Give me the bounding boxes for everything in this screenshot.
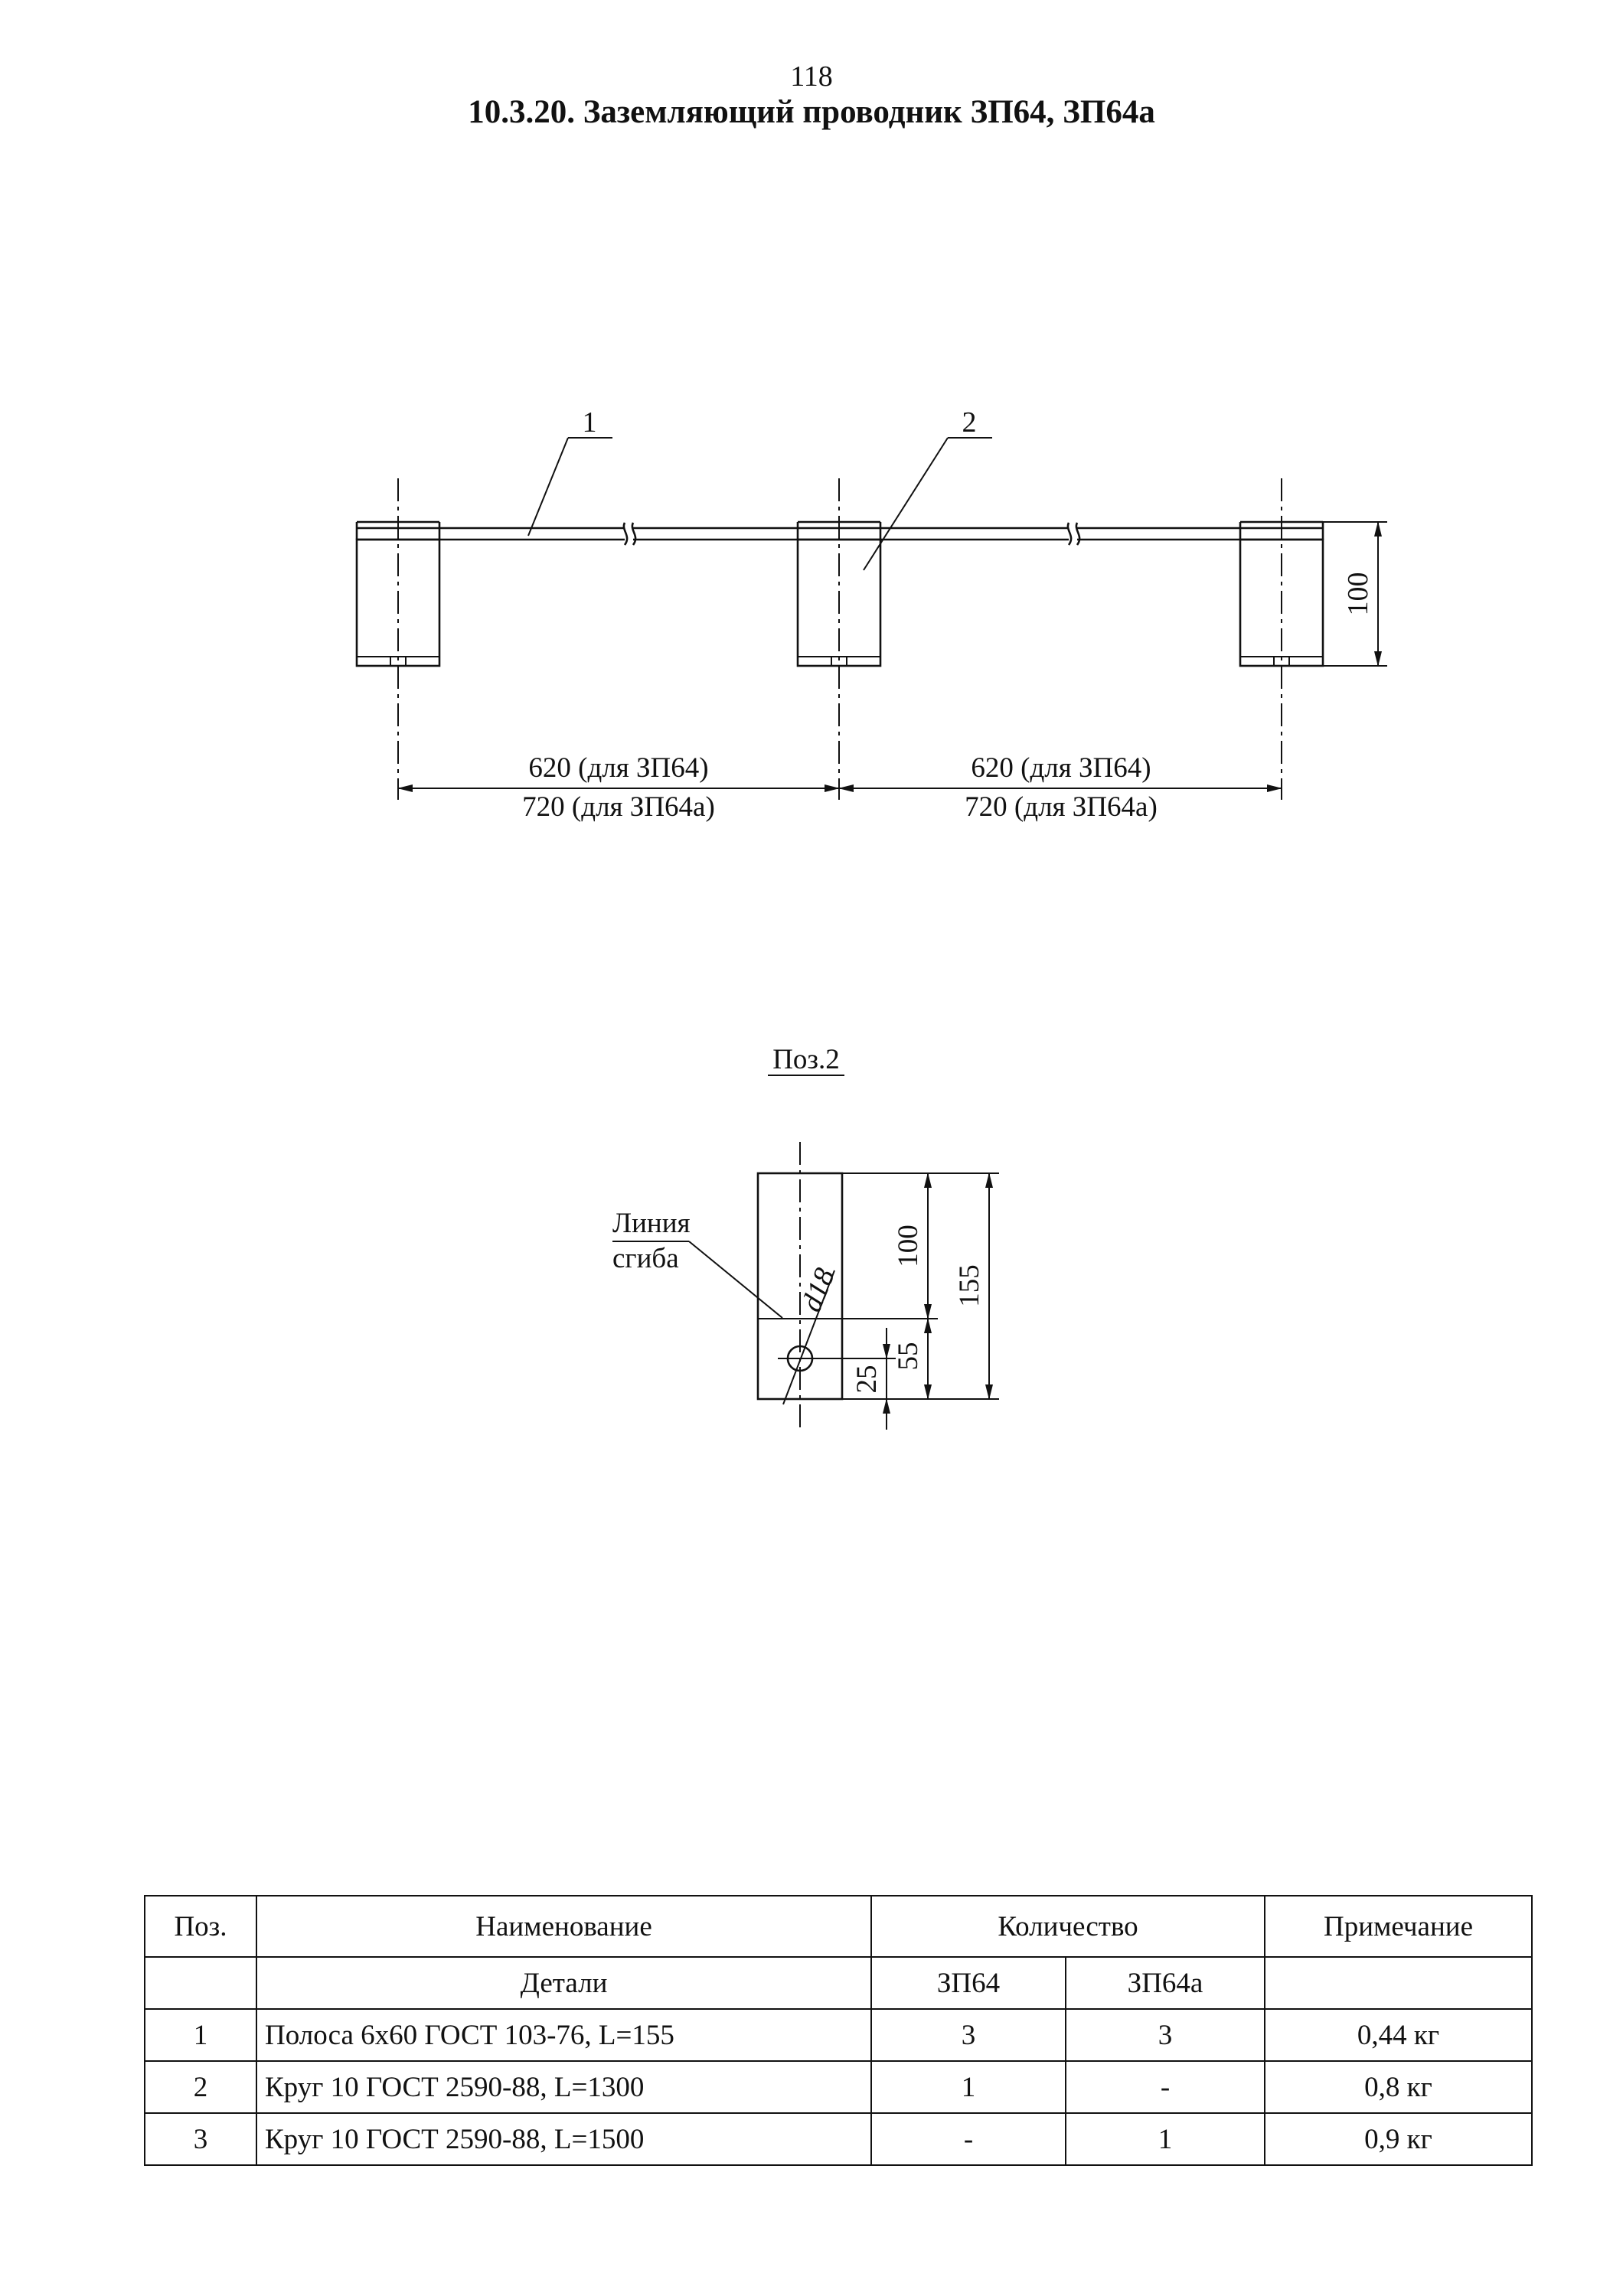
bend-label-leader <box>689 1241 782 1318</box>
table-row: 3 Круг 10 ГОСТ 2590-88, L=1500 - 1 0,9 кг <box>145 2113 1532 2165</box>
dim-55-label: 55 <box>893 1342 924 1371</box>
header-note: Примечание <box>1265 1896 1532 1957</box>
dim-25-label: 25 <box>851 1365 883 1394</box>
subheader-zp64a: ЗП64а <box>1066 1957 1265 2009</box>
leader-1 <box>528 406 612 536</box>
callout-1: 1 <box>582 406 597 439</box>
table-header-row <box>145 1896 1532 1957</box>
leader-2 <box>864 406 992 570</box>
page-number: 118 <box>790 60 833 93</box>
callout-2: 2 <box>962 406 977 439</box>
bend-label-line1: Линия <box>612 1208 691 1239</box>
subheader-zp64: ЗП64 <box>871 1957 1066 2009</box>
assembly-view <box>357 406 1387 823</box>
header-name: Наименование <box>256 1896 871 1957</box>
spec-table <box>144 1895 1533 2166</box>
hole-dim-label: d18 <box>795 1264 842 1316</box>
height-dimension <box>1323 522 1387 666</box>
dim-100-label: 100 <box>893 1225 924 1267</box>
header-pos: Поз. <box>145 1896 256 1957</box>
detail-title: Поз.2 <box>772 1044 840 1075</box>
header-quantity: Количество <box>871 1896 1265 1957</box>
table-row: 1 Полоса 6х60 ГОСТ 103-76, L=155 3 3 0,44 кг <box>145 2009 1532 2061</box>
span-2-line2: 720 (для ЗП64а) <box>965 791 1158 823</box>
bend-label-line2: сгиба <box>612 1243 679 1274</box>
height-dim-label: 100 <box>1342 572 1374 616</box>
table-row: 2 Круг 10 ГОСТ 2590-88, L=1300 1 - 0,8 кг <box>145 2061 1532 2113</box>
table-subheader-row <box>145 1957 1532 2009</box>
span-1-line2: 720 (для ЗП64а) <box>522 791 715 823</box>
span-2-line1: 620 (для ЗП64) <box>971 752 1151 784</box>
span-1-line1: 620 (для ЗП64) <box>528 752 709 784</box>
page-title: 10.3.20. Заземляющий проводник ЗП64, ЗП64а <box>468 94 1155 130</box>
dim-155-label: 155 <box>954 1264 985 1307</box>
subheader-section: Детали <box>256 1957 871 2009</box>
detail-view <box>612 1044 999 1431</box>
